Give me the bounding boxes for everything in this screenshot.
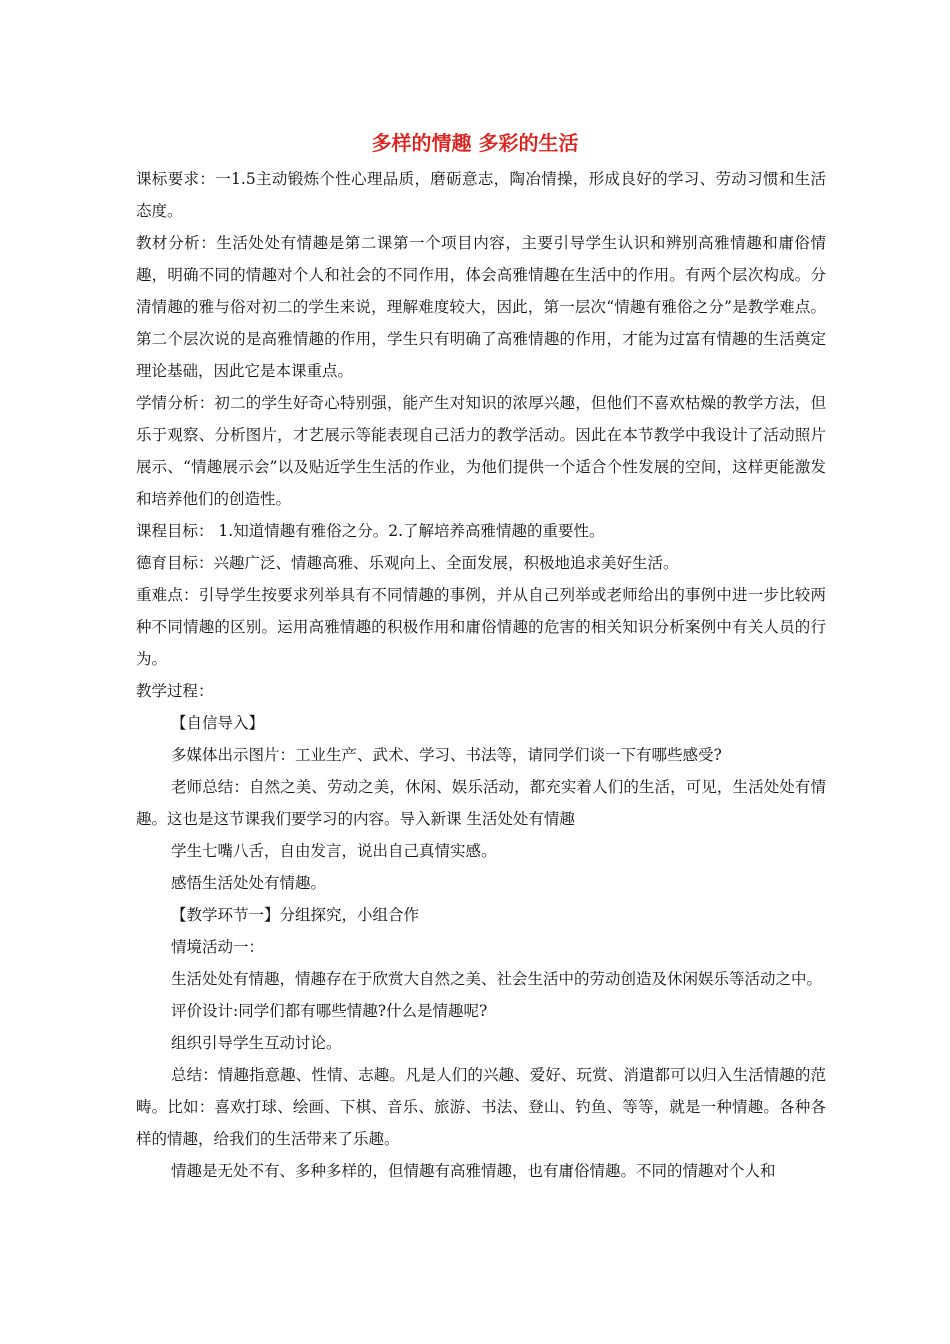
document-body — [136, 163, 826, 1187]
paragraph-curriculum-requirement: 课标要求：一1.5主动锻炼个性心理品质，磨砺意志，陶冶情操，形成良好的学习、劳动习惯和生活态度。 — [136, 170, 826, 220]
paragraph-student-analysis: 学情分析：初二的学生好奇心特别强，能产生对知识的浓厚兴趣，但他们不喜欢枯燥的教学方法，但乐于观察、分析图片，才艺展示等能表现自己活力的教学活动。因此在本节教学中我设计了活动照片展示、“情趣展示会”以及贴近学生生活的作业，为他们提供一个适合个性发展的空间，这样更能激发和培养他们的创造性。 — [136, 394, 826, 508]
paragraph-activity-one: 情境活动一： — [171, 938, 265, 956]
paragraph-interest-types: 情趣是无处不有、多种多样的，但情趣有高雅情趣，也有庸俗情趣。不同的情趣对个人和 — [171, 1162, 776, 1180]
paragraph-textbook-analysis: 教材分析：生活处处有情趣是第二课第一个项目内容，主要引导学生认识和辨别高雅情趣和庸俗情趣，明确不同的情趣对个人和社会的不同作用，体会高雅情趣在生活中的作用。有两个层次构成。分清情趣的雅与俗对初二的学生来说，理解难度较大，因此，第一层次“情趣有雅俗之分”是教学难点。第二个层次说的是高雅情趣的作用，学生只有明确了高雅情趣的作用，才能为过富有情趣的生活奠定理论基础，因此它是本课重点。 — [136, 234, 826, 380]
paragraph-moral-goals: 德育目标：兴趣广泛、情趣高雅、乐观向上、全面发展，积极地追求美好生活。 — [136, 554, 679, 572]
paragraph-evaluation: 评价设计:同学们都有哪些情趣?什么是情趣呢? — [171, 1002, 488, 1020]
paragraph-course-goals: 课程目标： 1.知道情趣有雅俗之分。2.了解培养高雅情趣的重要性。 — [136, 522, 605, 540]
section-heading-intro: 【自信导入】 — [171, 714, 265, 732]
paragraph-discussion: 组织引导学生互动讨论。 — [171, 1034, 342, 1052]
document-title: 多样的情趣 多彩的生活 — [371, 131, 579, 155]
paragraph-teacher-summary: 老师总结：自然之美、劳动之美，休闲、娱乐活动，都充实着人们的生活，可见，生活处处有情趣。这也是这节课我们要学习的内容。导入新课 生活处处有情趣 — [136, 778, 826, 828]
paragraph-multimedia: 多媒体出示图片：工业生产、武术、学习、书法等，请同学们谈一下有哪些感受? — [171, 746, 722, 764]
paragraph-life-interest: 生活处处有情趣，情趣存在于欣赏大自然之美、社会生活中的劳动创造及休闲娱乐等活动之中。 — [171, 970, 823, 988]
section-heading-step-one: 【教学环节一】分组探究，小组合作 — [171, 906, 420, 924]
paragraph-key-difficulties: 重难点：引导学生按要求列举具有不同情趣的事例，并从自己列举或老师给出的事例中进一步比较两种不同情趣的区别。运用高雅情趣的积极作用和庸俗情趣的危害的相关知识分析案例中有关人员的行为。 — [136, 586, 826, 668]
paragraph-students-speak: 学生七嘴八舌，自由发言，说出自己真情实感。 — [171, 842, 497, 860]
paragraph-feel-life: 感悟生活处处有情趣。 — [171, 874, 327, 892]
paragraph-teaching-process: 教学过程： — [136, 682, 214, 700]
paragraph-summary: 总结：情趣指意趣、性情、志趣。凡是人们的兴趣、爱好、玩赏、消遣都可以归入生活情趣的范畴。比如：喜欢打球、绘画、下棋、音乐、旅游、书法、登山、钓鱼、等等，就是一种情趣。各种各样的情趣，给我们的生活带来了乐趣。 — [136, 1066, 826, 1148]
